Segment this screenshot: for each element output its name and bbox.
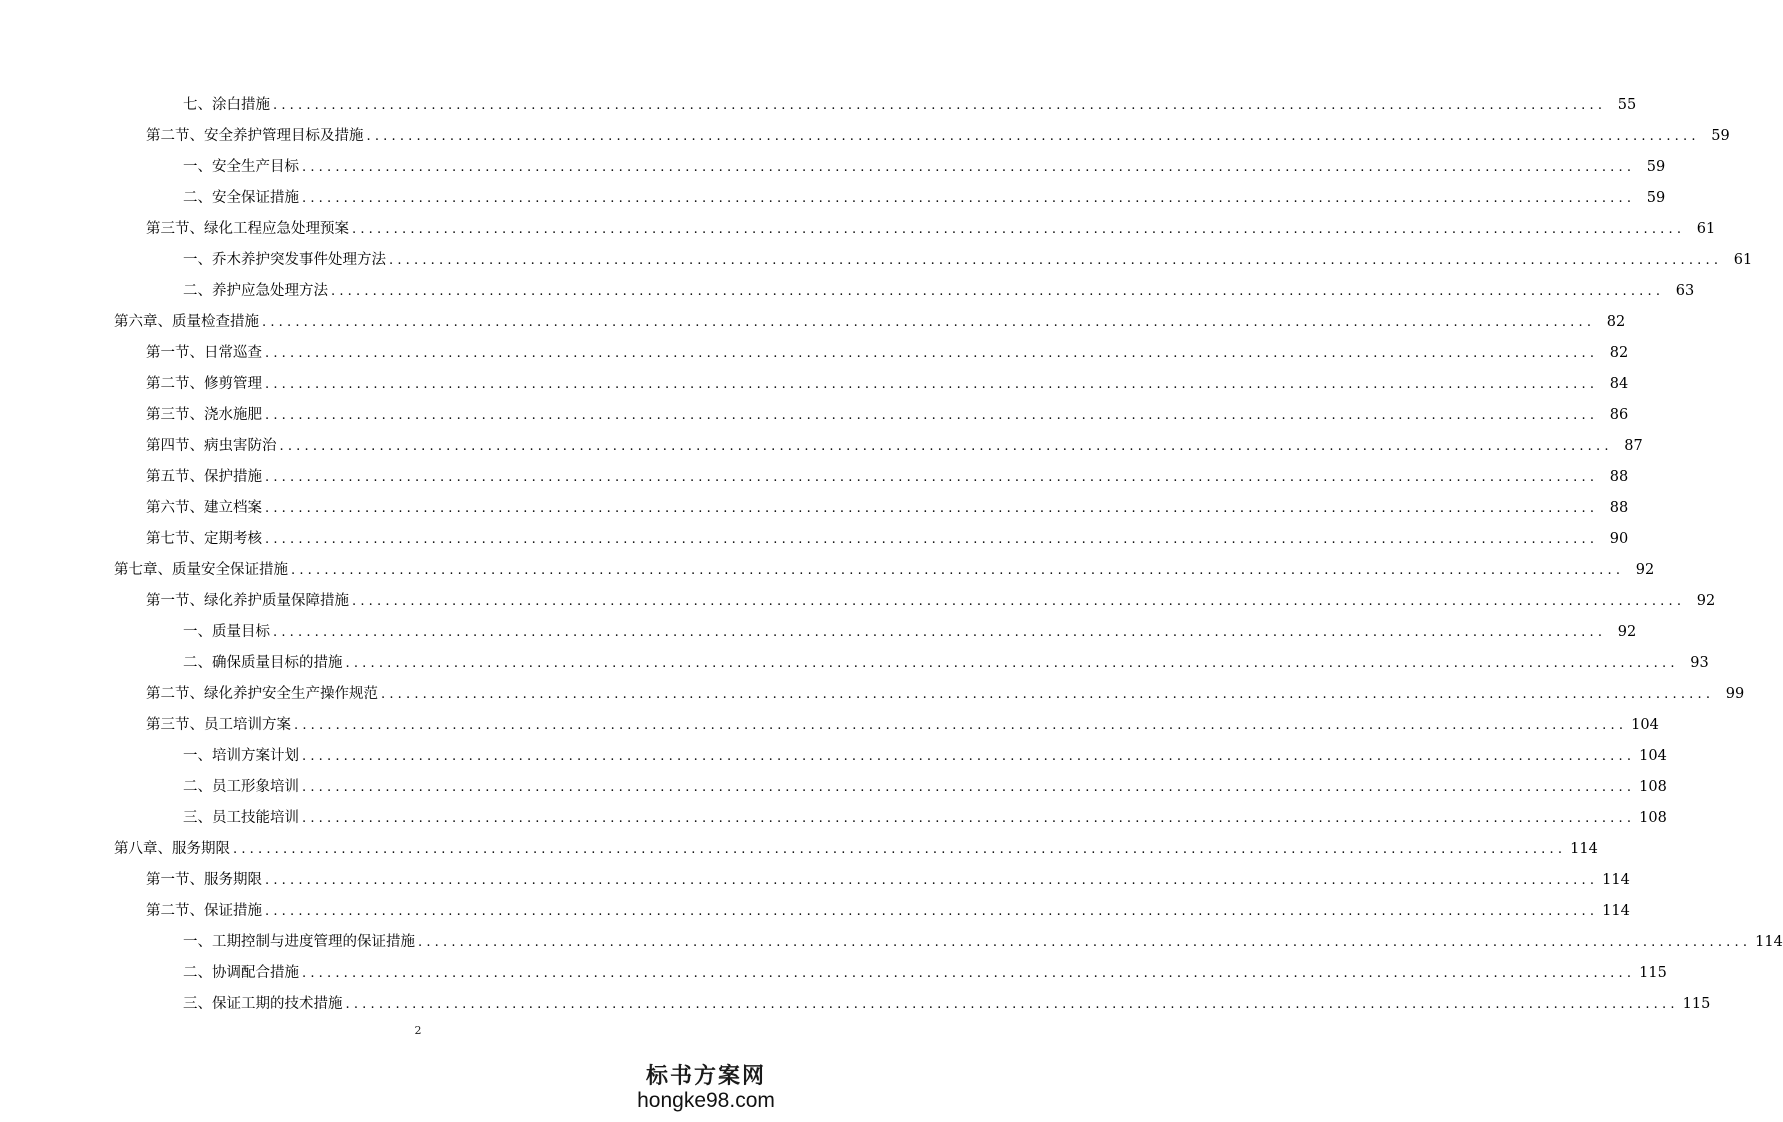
- toc-entry[interactable]: [146, 493, 1629, 524]
- toc-entry-page: 108: [1639, 810, 1667, 826]
- toc-entry[interactable]: [183, 90, 1637, 121]
- toc-entry-page: 61: [1696, 221, 1716, 237]
- toc-dot-leader: ................................................................................................................................................................: [273, 625, 1607, 640]
- toc-dot-leader: ................................................................................................................................................................: [265, 532, 1599, 547]
- toc-entry-title: 一、乔木养护突发事件处理方法: [183, 252, 386, 268]
- toc-entry-page: 82: [1609, 345, 1629, 361]
- toc-entry-page: 115: [1639, 965, 1667, 981]
- toc-entry-page: 114: [1755, 934, 1783, 950]
- toc-entry-title: 第五节、保护措施: [146, 469, 262, 485]
- toc-entry-title: 一、培训方案计划: [183, 748, 299, 764]
- toc-entry-title: 第三节、员工培训方案: [146, 717, 291, 733]
- toc-entry[interactable]: [183, 245, 1753, 276]
- toc-entry[interactable]: [183, 927, 1783, 958]
- toc-dot-leader: ................................................................................................................................................................: [265, 470, 1599, 485]
- toc-entry[interactable]: [146, 679, 1745, 710]
- toc-entry[interactable]: [146, 865, 1630, 896]
- toc-entry[interactable]: [146, 214, 1716, 245]
- toc-dot-leader: ................................................................................................................................................................: [381, 687, 1715, 702]
- toc-entry[interactable]: [183, 772, 1667, 803]
- toc-entry-page: 82: [1606, 314, 1626, 330]
- toc-entry[interactable]: [146, 710, 1659, 741]
- toc-entry-page: 87: [1624, 438, 1643, 454]
- toc-dot-leader: ................................................................................................................................................................: [418, 935, 1752, 950]
- toc-dot-leader: ................................................................................................................................................................: [345, 656, 1679, 671]
- toc-entry-title: 二、养护应急处理方法: [183, 283, 328, 299]
- toc-dot-leader: ................................................................................................................................................................: [302, 160, 1636, 175]
- toc-entry[interactable]: [146, 431, 1643, 462]
- toc-entry-title: 三、员工技能培训: [183, 810, 299, 826]
- toc-dot-leader: ................................................................................................................................................................: [233, 842, 1567, 857]
- toc-entry-page: 114: [1570, 841, 1598, 857]
- toc-entry-title: 第六章、质量检查措施: [114, 314, 259, 330]
- toc-entry-title: 第二节、安全养护管理目标及措施: [146, 128, 364, 144]
- toc-entry-page: 114: [1602, 872, 1630, 888]
- toc-entry[interactable]: [183, 648, 1709, 679]
- toc-entry-page: 88: [1609, 469, 1629, 485]
- toc-entry-title: 第二节、绿化养护安全生产操作规范: [146, 686, 378, 702]
- watermark-text: 标书方案网: [645, 1063, 766, 1089]
- toc-entry-page: 88: [1609, 500, 1629, 516]
- toc-dot-leader: ................................................................................................................................................................: [294, 718, 1628, 733]
- toc-dot-leader: ................................................................................................................................................................: [265, 408, 1599, 423]
- toc-entry-page: 114: [1602, 903, 1630, 919]
- toc-entry[interactable]: [146, 586, 1716, 617]
- toc-dot-leader: ................................................................................................................................................................: [291, 563, 1625, 578]
- toc-entry-page: 63: [1675, 283, 1695, 299]
- toc-entry-page: 59: [1646, 190, 1666, 206]
- toc-entry-page: 92: [1696, 593, 1716, 609]
- toc-dot-leader: ................................................................................................................................................................: [302, 749, 1636, 764]
- toc-entry[interactable]: [146, 896, 1630, 927]
- toc-entry-title: 第六节、建立档案: [146, 500, 262, 516]
- toc-entry-page: 86: [1609, 407, 1629, 423]
- toc-entry-page: 92: [1635, 562, 1655, 578]
- toc-dot-leader: ................................................................................................................................................................: [302, 811, 1636, 826]
- toc-entry-title: 二、确保质量目标的措施: [183, 655, 343, 671]
- toc-entry-title: 第三节、绿化工程应急处理预案: [146, 221, 349, 237]
- toc-entry[interactable]: [183, 152, 1666, 183]
- toc-entry-page: 104: [1631, 717, 1659, 733]
- toc-entry[interactable]: [183, 741, 1667, 772]
- toc-entry-page: 55: [1617, 97, 1637, 113]
- toc-entry[interactable]: [114, 307, 1626, 338]
- toc-entry-page: 108: [1639, 779, 1667, 795]
- toc-entry-title: 七、涂白措施: [183, 97, 270, 113]
- toc-dot-leader: ................................................................................................................................................................: [352, 222, 1686, 237]
- toc-entry-page: 115: [1682, 996, 1711, 1012]
- toc-entry[interactable]: [114, 555, 1655, 586]
- toc-entry-title: 第一节、绿化养护质量保障措施: [146, 593, 349, 609]
- toc-entry-page: 59: [1646, 159, 1666, 175]
- toc-entry[interactable]: [183, 617, 1637, 648]
- toc-entry[interactable]: [146, 400, 1629, 431]
- toc-entry-title: 二、员工形象培训: [183, 779, 299, 795]
- watermark-url: hongke98.com: [637, 1089, 775, 1112]
- toc-entry-title: 二、安全保证措施: [183, 190, 299, 206]
- toc-entry-page: 104: [1639, 748, 1667, 764]
- toc-dot-leader: ................................................................................................................................................................: [302, 780, 1636, 795]
- toc-entry-title: 第七章、质量安全保证措施: [114, 562, 288, 578]
- toc-entry[interactable]: [183, 958, 1667, 989]
- toc-entry-page: 90: [1609, 531, 1629, 547]
- table-of-contents: [0, 90, 1783, 1020]
- toc-entry-title: 一、工期控制与进度管理的保证措施: [183, 934, 415, 950]
- toc-entry[interactable]: [146, 462, 1629, 493]
- toc-dot-leader: ................................................................................................................................................................: [279, 439, 1613, 454]
- toc-entry-page: 59: [1711, 128, 1730, 144]
- toc-entry-title: 一、安全生产目标: [183, 159, 299, 175]
- toc-entry[interactable]: [183, 183, 1666, 214]
- toc-entry[interactable]: [146, 338, 1629, 369]
- toc-entry-title: 三、保证工期的技术措施: [183, 996, 343, 1012]
- toc-entry[interactable]: [114, 834, 1598, 865]
- toc-entry-title: 第七节、定期考核: [146, 531, 262, 547]
- toc-entry[interactable]: [146, 121, 1730, 152]
- toc-dot-leader: ................................................................................................................................................................: [345, 997, 1679, 1012]
- toc-dot-leader: ................................................................................................................................................................: [331, 284, 1665, 299]
- toc-entry-title: 第八章、服务期限: [114, 841, 230, 857]
- toc-dot-leader: ................................................................................................................................................................: [265, 377, 1599, 392]
- toc-dot-leader: ................................................................................................................................................................: [262, 315, 1596, 330]
- toc-dot-leader: ................................................................................................................................................................: [265, 904, 1599, 919]
- toc-entry-title: 第二节、修剪管理: [146, 376, 262, 392]
- toc-entry[interactable]: [146, 524, 1629, 555]
- toc-entry-title: 第二节、保证措施: [146, 903, 262, 919]
- toc-entry[interactable]: [146, 369, 1629, 400]
- toc-entry[interactable]: [183, 989, 1711, 1020]
- toc-entry-title: 第三节、浇水施肥: [146, 407, 262, 423]
- page-number: 2: [414, 1024, 422, 1037]
- toc-dot-leader: ................................................................................................................................................................: [352, 594, 1686, 609]
- toc-entry-title: 一、质量目标: [183, 624, 270, 640]
- toc-entry-page: 92: [1617, 624, 1637, 640]
- toc-entry-title: 第四节、病虫害防治: [146, 438, 277, 454]
- toc-entry-title: 第一节、服务期限: [146, 872, 262, 888]
- toc-entry-title: 第一节、日常巡查: [146, 345, 262, 361]
- toc-entry[interactable]: [183, 276, 1695, 307]
- toc-dot-leader: ................................................................................................................................................................: [389, 253, 1723, 268]
- toc-entry-page: 99: [1725, 686, 1745, 702]
- watermark-logo: [631, 1064, 781, 1114]
- toc-entry-title: 二、协调配合措施: [183, 965, 299, 981]
- toc-dot-leader: ................................................................................................................................................................: [366, 129, 1700, 144]
- toc-dot-leader: ................................................................................................................................................................: [302, 191, 1636, 206]
- toc-entry-page: 61: [1733, 252, 1753, 268]
- toc-dot-leader: ................................................................................................................................................................: [273, 98, 1607, 113]
- toc-entry[interactable]: [183, 803, 1667, 834]
- toc-entry-page: 93: [1690, 655, 1709, 671]
- toc-dot-leader: ................................................................................................................................................................: [302, 966, 1636, 981]
- toc-dot-leader: ................................................................................................................................................................: [265, 501, 1599, 516]
- toc-entry-page: 84: [1609, 376, 1629, 392]
- toc-dot-leader: ................................................................................................................................................................: [265, 873, 1599, 888]
- toc-dot-leader: ................................................................................................................................................................: [265, 346, 1599, 361]
